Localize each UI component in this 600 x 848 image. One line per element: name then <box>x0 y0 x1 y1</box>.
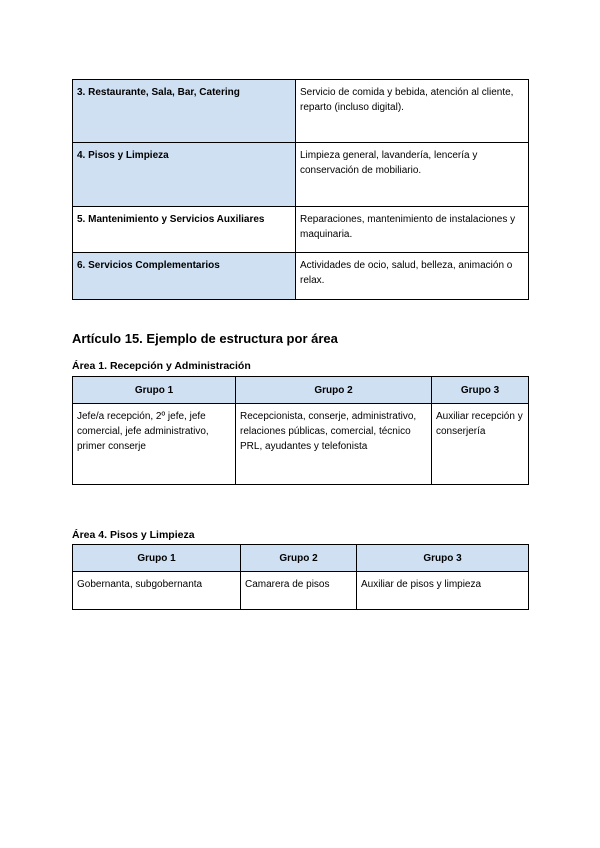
table-cell: Camarera de pisos <box>241 572 357 610</box>
areas-table <box>72 79 529 300</box>
area-description: Actividades de ocio, salud, belleza, animación o relax. <box>296 253 529 300</box>
area1-groups-table <box>72 376 529 485</box>
table-cell: Jefe/a recepción, 2º jefe, jefe comercial, jefe administrativo, primer conserje <box>73 404 236 485</box>
area4-title: Área 4. Pisos y Limpieza <box>72 529 195 541</box>
area-description: Limpieza general, lavandería, lencería y conservación de mobiliario. <box>296 143 529 207</box>
column-header: Grupo 1 <box>73 377 236 404</box>
area-name: 6. Servicios Complementarios <box>73 253 296 300</box>
area-description: Reparaciones, mantenimiento de instalaciones y maquinaria. <box>296 207 529 253</box>
area4-groups-table <box>72 544 529 610</box>
table-row <box>73 253 529 300</box>
area-name: 5. Mantenimiento y Servicios Auxiliares <box>73 207 296 253</box>
table-row <box>73 207 529 253</box>
column-header: Grupo 2 <box>241 545 357 572</box>
column-header: Grupo 3 <box>432 377 529 404</box>
column-header: Grupo 1 <box>73 545 241 572</box>
area-description: Servicio de comida y bebida, atención al cliente, reparto (incluso digital). <box>296 80 529 143</box>
table-row <box>73 404 529 485</box>
table-header-row <box>73 545 529 572</box>
table-cell: Gobernanta, subgobernanta <box>73 572 241 610</box>
article-title: Artículo 15. Ejemplo de estructura por área <box>72 331 338 346</box>
table-cell: Auxiliar de pisos y limpieza <box>357 572 529 610</box>
area1-title: Área 1. Recepción y Administración <box>72 360 251 372</box>
table-cell: Auxiliar recepción y conserjería <box>432 404 529 485</box>
area-name: 3. Restaurante, Sala, Bar, Catering <box>73 80 296 143</box>
column-header: Grupo 3 <box>357 545 529 572</box>
column-header: Grupo 2 <box>236 377 432 404</box>
table-row <box>73 80 529 143</box>
table-cell: Recepcionista, conserje, administrativo, relaciones públicas, comercial, técnico PRL, ayudantes y telefonista <box>236 404 432 485</box>
table-row <box>73 143 529 207</box>
area-name: 4. Pisos y Limpieza <box>73 143 296 207</box>
table-row <box>73 572 529 610</box>
table-header-row <box>73 377 529 404</box>
